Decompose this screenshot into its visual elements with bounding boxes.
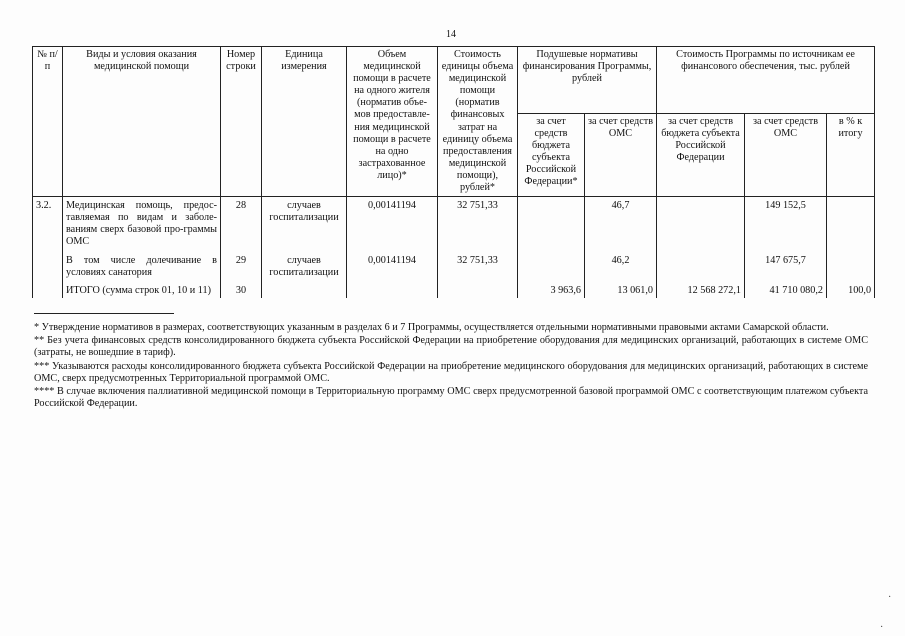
table-row xyxy=(33,197,875,254)
cell-unit: случаев госпитализации xyxy=(262,197,347,254)
table-row xyxy=(33,254,875,284)
header-per-capita-oms: за счет средств ОМС xyxy=(585,113,657,197)
cell-row-number: 30 xyxy=(221,284,262,298)
cell-kind: ИТОГО (сумма строк 01, 10 и 11) xyxy=(63,284,221,298)
cell-unit xyxy=(262,284,347,298)
header-program-oms: за счет средств ОМС xyxy=(745,113,827,197)
cell-program-oms: 147 675,7 xyxy=(745,254,827,284)
header-volume: Объем медицинской помощи в расчете на одного жителя (норматив объе-мов предоставле-ния медицинской помощи в расчете на одно застрахованное лицо)* xyxy=(347,47,438,197)
cell-per-capita-oms: 46,7 xyxy=(585,197,657,254)
header-per-capita: Подушевые нормативы финансирования Программы, рублей xyxy=(518,47,657,114)
header-per-capita-budget: за счет средств бюджета субъекта Российской Федерации* xyxy=(518,113,585,197)
financing-table xyxy=(32,46,875,298)
header-num: № п/п xyxy=(33,47,63,197)
cell-per-capita-budget xyxy=(518,254,585,284)
cell-kind: Медицинская помощь, предос-тавляемая по видам и заболе-ваниям сверх базовой про-граммы ОМС xyxy=(63,197,221,254)
cell-program-percent: 100,0 xyxy=(827,284,875,298)
cell-num xyxy=(33,254,63,284)
cell-program-percent xyxy=(827,197,875,254)
header-row-number: Номер строки xyxy=(221,47,262,197)
header-unit: Единица измерения xyxy=(262,47,347,197)
cell-per-capita-budget xyxy=(518,197,585,254)
page-number: 14 xyxy=(446,29,456,40)
cell-per-capita-oms: 13 061,0 xyxy=(585,284,657,298)
cell-program-budget xyxy=(657,254,745,284)
cell-volume: 0,00141194 xyxy=(347,254,438,284)
cell-per-capita-oms: 46,2 xyxy=(585,254,657,284)
header-program-budget: за счет средств бюджета субъекта Российской Федерации xyxy=(657,113,745,197)
cell-num: 3.2. xyxy=(33,197,63,254)
cell-unit-cost xyxy=(438,284,518,298)
cell-program-oms: 41 710 080,2 xyxy=(745,284,827,298)
footnote-4: **** В случае включения паллиативной медицинской помощи в Территориальную программу ОМС сверх предусмотренной базовой программой ОМС с соответствующим платежом субъекта Российской Федерации. xyxy=(34,386,868,410)
footnote-separator xyxy=(34,313,174,314)
cell-volume xyxy=(347,284,438,298)
footnotes xyxy=(34,322,868,411)
footnote-1: * Утверждение нормативов в размерах, соответствующих указанным в разделах 6 и 7 Программы, осуществляется отдельными нормативными правовыми актами Самарской области. xyxy=(34,322,829,333)
header-kind: Виды и условия оказания медицинской помощи xyxy=(63,47,221,197)
cell-per-capita-budget: 3 963,6 xyxy=(518,284,585,298)
cell-unit: случаев госпитализации xyxy=(262,254,347,284)
cell-program-budget xyxy=(657,197,745,254)
cell-kind: В том числе долечивание в условиях санатория xyxy=(63,254,221,284)
scan-speck: · xyxy=(888,592,892,603)
footnote-2: ** Без учета финансовых средств консолидированного бюджета субъекта Российской Федерации на приобретение оборудования для медицинских организаций, работающих в системе ОМС (затраты, не вошедшие в тариф). xyxy=(34,335,868,359)
header-program-percent: в % к итогу xyxy=(827,113,875,197)
scan-speck: · xyxy=(880,622,884,633)
table-row-total xyxy=(33,284,875,298)
cell-unit-cost: 32 751,33 xyxy=(438,254,518,284)
cell-num xyxy=(33,284,63,298)
cell-row-number: 28 xyxy=(221,197,262,254)
cell-program-percent xyxy=(827,254,875,284)
cell-volume: 0,00141194 xyxy=(347,197,438,254)
header-program-cost: Стоимость Программы по источникам ее финансового обеспечения, тыс. рублей xyxy=(657,47,875,114)
cell-row-number: 29 xyxy=(221,254,262,284)
header-unit-cost: Стоимость единицы объема медицинской помощи (норматив финансовых затрат на единицу объема предоставления медицинской помощи), рублей* xyxy=(438,47,518,197)
cell-unit-cost: 32 751,33 xyxy=(438,197,518,254)
footnote-3: *** Указываются расходы консолидированного бюджета субъекта Российской Федерации на приобретение медицинского оборудования для медицинских организаций, работающих в системе ОМС, сверх предусмотренных Территориальной программой ОМС. xyxy=(34,360,868,384)
cell-program-budget: 12 568 272,1 xyxy=(657,284,745,298)
cell-program-oms: 149 152,5 xyxy=(745,197,827,254)
